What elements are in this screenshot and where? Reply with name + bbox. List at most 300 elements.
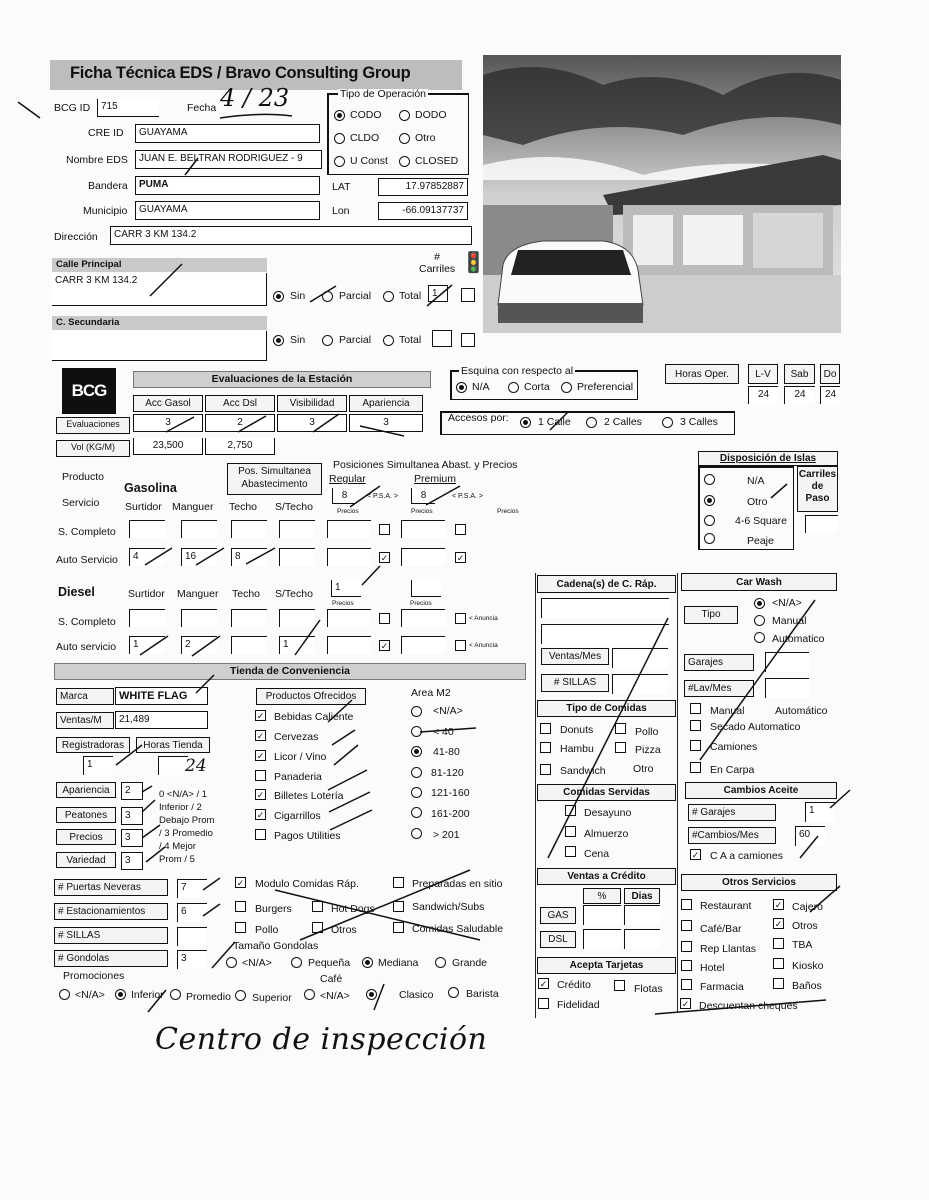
check-cena[interactable] bbox=[565, 846, 576, 857]
esquina-preferencial-label: Preferencial bbox=[577, 381, 634, 393]
dsl-pct-field[interactable] bbox=[583, 929, 621, 949]
horas-sab-field[interactable]: 24 bbox=[784, 386, 815, 404]
auto-premium-precio[interactable] bbox=[401, 548, 445, 566]
radio-islas-peaje[interactable] bbox=[704, 533, 715, 544]
check-en-carpa[interactable] bbox=[690, 762, 701, 773]
cafe-clasico-label: Clasico bbox=[399, 989, 434, 1001]
d-auto-regular[interactable] bbox=[327, 636, 371, 654]
check-modulo-comidas[interactable]: ✓ bbox=[236, 878, 245, 888]
cadena-field-1[interactable] bbox=[541, 598, 669, 618]
auto-regular-precio[interactable] bbox=[327, 548, 371, 566]
check-desayuno[interactable] bbox=[565, 805, 576, 816]
radio-cafe-barista[interactable] bbox=[448, 987, 459, 998]
sillas-label: # SILLAS bbox=[541, 674, 609, 692]
radio-tam-na[interactable] bbox=[226, 957, 237, 968]
check-credito[interactable]: ✓ bbox=[539, 979, 548, 989]
variedad-field[interactable]: 3 bbox=[121, 852, 143, 870]
cafe-bar-label: Café/Bar bbox=[700, 923, 742, 935]
accesos-2-calles-label: 2 Calles bbox=[604, 416, 642, 428]
d-s-completo-regular[interactable] bbox=[327, 609, 371, 627]
premium-psa-field[interactable]: 8 bbox=[411, 488, 435, 504]
check-kiosko[interactable] bbox=[773, 958, 784, 969]
car-wash-tipo-label: Tipo bbox=[684, 606, 738, 624]
radio-tam-mediana[interactable] bbox=[362, 957, 373, 968]
auto-manguer[interactable]: 16 bbox=[181, 548, 217, 566]
s-completo-regular-precio[interactable] bbox=[327, 520, 371, 538]
d-precios-label-1: Precios bbox=[332, 600, 354, 607]
marca-label: Marca bbox=[56, 688, 114, 705]
principal-parcial-label: Parcial bbox=[339, 290, 372, 302]
horas-tienda-hand: 24 bbox=[185, 756, 207, 776]
horas-sab-header: Sab bbox=[784, 364, 815, 384]
calle-secundaria-field[interactable] bbox=[52, 331, 267, 361]
gondolas-field[interactable]: 3 bbox=[177, 950, 207, 969]
radio-cldo[interactable] bbox=[334, 133, 345, 144]
radio-esquina-corta[interactable] bbox=[508, 382, 519, 393]
check-cervezas[interactable]: ✓ bbox=[256, 731, 265, 741]
estacionamientos-label: # Estacionamientos bbox=[54, 903, 168, 920]
municipio-field[interactable]: GUAYAMA bbox=[135, 201, 320, 220]
cw-automatico-label: Automático bbox=[775, 705, 828, 717]
radio-codo[interactable] bbox=[334, 110, 345, 121]
credito-pct-header: % bbox=[583, 888, 621, 904]
check-burgers[interactable] bbox=[235, 901, 246, 912]
horas-do-field[interactable]: 24 bbox=[820, 386, 840, 404]
check-rep-llantas[interactable] bbox=[681, 941, 692, 952]
col-manguer: Manguer bbox=[172, 501, 214, 513]
carwash-automatico-label: Automatico bbox=[772, 633, 825, 645]
traffic-light-icon: 🚦 bbox=[461, 252, 486, 274]
desayuno-label: Desayuno bbox=[584, 807, 632, 819]
tam-na-label: <N/A> bbox=[242, 957, 272, 969]
radio-cafe-na[interactable] bbox=[304, 989, 315, 1000]
otros-tienda-label: Otros bbox=[331, 924, 357, 936]
lon-label: Lon bbox=[332, 205, 350, 217]
check-hot-dogs[interactable] bbox=[312, 901, 323, 912]
fecha-label: Fecha bbox=[187, 102, 217, 114]
lat-label: LAT bbox=[332, 181, 351, 193]
radio-area-81-120[interactable] bbox=[411, 767, 422, 778]
check-descuentan[interactable]: ✓ bbox=[681, 999, 690, 1009]
bandera-field[interactable]: PUMA bbox=[135, 176, 320, 195]
d-s-completo-manguer[interactable] bbox=[181, 609, 217, 627]
d-auto-servicio-label: Auto servicio bbox=[56, 641, 117, 653]
cadena-title: Cadena(s) de C. Ráp. bbox=[537, 575, 676, 593]
farmacia-label: Farmacia bbox=[700, 981, 744, 993]
col-apariencia: Apariencia bbox=[349, 395, 423, 412]
aceite-cambios-label: #Cambios/Mes bbox=[688, 827, 776, 844]
radio-area-40[interactable] bbox=[411, 726, 422, 737]
radio-area-na[interactable] bbox=[411, 706, 422, 717]
tba-label: TBA bbox=[792, 939, 813, 951]
carriles-paso-field[interactable] bbox=[805, 515, 838, 533]
d-auto-surtidor[interactable]: 1 bbox=[129, 636, 165, 654]
scale-2: Debajo Prom bbox=[159, 815, 215, 826]
radio-secundaria-sin[interactable] bbox=[273, 335, 284, 346]
d-auto-regular-check[interactable]: ✓ bbox=[380, 641, 389, 651]
area-161-200-label: 161-200 bbox=[431, 808, 470, 820]
auto-servicio-label: Auto Servicio bbox=[56, 554, 118, 566]
rep-llantas-label: Rep Llantas bbox=[700, 943, 757, 955]
ventas-mes-label: Ventas/Mes bbox=[541, 648, 609, 665]
esquina-na-label: N/A bbox=[472, 381, 490, 393]
saludable-label: Comidas Saludable bbox=[412, 923, 504, 935]
gas-label: GAS bbox=[540, 907, 576, 924]
check-cw-manual[interactable] bbox=[690, 703, 701, 714]
col-acc-dsl: Acc Dsl bbox=[205, 395, 275, 412]
servicio-label: Servicio bbox=[62, 497, 100, 509]
productos-ofrecidos-title: Productos Ofrecidos bbox=[256, 688, 366, 705]
radio-promo-superior[interactable] bbox=[235, 990, 246, 1001]
banos-label: Baños bbox=[792, 980, 822, 992]
lon-field[interactable]: -66.09137737 bbox=[378, 202, 468, 220]
direccion-label: Dirección bbox=[54, 231, 98, 243]
hambu-label: Hambu bbox=[560, 743, 594, 755]
precios-label-2: Precios bbox=[411, 508, 433, 515]
tam-grande-label: Grande bbox=[452, 957, 488, 969]
cadena-panel-border bbox=[535, 573, 536, 1018]
principal-sin-label: Sin bbox=[290, 290, 306, 302]
radio-1-calle[interactable] bbox=[520, 417, 531, 428]
aceite-cambios-field[interactable]: 60 bbox=[795, 826, 825, 846]
d-col-s-techo: S/Techo bbox=[275, 588, 313, 600]
cw-manual-label: Manual bbox=[710, 705, 745, 717]
restaurant-label: Restaurant bbox=[700, 900, 752, 912]
flotas-label: Flotas bbox=[634, 983, 663, 995]
radio-promo-inferior[interactable] bbox=[115, 989, 126, 1000]
camiones-label: Camiones bbox=[710, 741, 758, 753]
check-billetes[interactable]: ✓ bbox=[256, 790, 265, 800]
islas-otro-label: Otro bbox=[747, 496, 768, 508]
pollo-label: Pollo bbox=[635, 726, 659, 738]
check-tba[interactable] bbox=[773, 938, 784, 949]
garajes-field[interactable] bbox=[765, 652, 809, 672]
principal-total-label: Total bbox=[399, 290, 422, 302]
pagos-label: Pagos Utilities bbox=[274, 830, 341, 842]
producto-label: Producto bbox=[62, 471, 105, 483]
radio-esquina-preferencial[interactable] bbox=[561, 382, 572, 393]
check-preparadas[interactable] bbox=[393, 877, 404, 888]
d-col-techo: Techo bbox=[232, 588, 261, 600]
promo-superior-label: Superior bbox=[252, 992, 292, 1004]
check-almuerzo[interactable] bbox=[565, 826, 576, 837]
d-s-completo-anuncia-check[interactable] bbox=[455, 613, 466, 624]
radio-cafe-clasico[interactable] bbox=[366, 989, 377, 1000]
check-saludable[interactable] bbox=[393, 922, 404, 933]
radio-carwash-manual[interactable] bbox=[754, 615, 765, 626]
vol-row-label: Vol (KG/M) bbox=[56, 440, 130, 457]
d-s-completo-s-techo[interactable] bbox=[279, 609, 315, 627]
check-pollo[interactable] bbox=[615, 723, 626, 734]
secundaria-parcial-label: Parcial bbox=[339, 334, 372, 346]
calle-principal-field[interactable]: CARR 3 KM 134.2 bbox=[52, 273, 267, 306]
vol-acc-gasol[interactable]: 23,500 bbox=[133, 438, 203, 455]
radio-principal-parcial[interactable] bbox=[322, 291, 333, 302]
vol-acc-dsl[interactable]: 2,750 bbox=[205, 438, 275, 455]
premium-label: Premium bbox=[414, 473, 457, 485]
radio-islas-otro[interactable] bbox=[704, 495, 715, 506]
check-licor[interactable]: ✓ bbox=[256, 751, 265, 761]
radio-promo-promedio[interactable] bbox=[170, 989, 181, 1000]
horas-do-header: Do bbox=[820, 364, 840, 384]
otros-servicios-title: Otros Servicios bbox=[681, 874, 837, 891]
eval-apariencia[interactable]: 3 bbox=[349, 414, 423, 432]
check-farmacia[interactable] bbox=[681, 979, 692, 990]
check-cajero[interactable]: ✓ bbox=[774, 900, 783, 910]
tienda-sillas-label: # SILLAS bbox=[54, 927, 168, 944]
d-auto-techo[interactable] bbox=[231, 636, 267, 654]
radio-area-121-160[interactable] bbox=[411, 787, 422, 798]
direccion-field[interactable]: CARR 3 KM 134.2 bbox=[110, 226, 472, 245]
horas-tienda-label: Horas Tienda bbox=[136, 737, 210, 753]
dodo-label: DODO bbox=[415, 109, 447, 121]
auto-surtidor[interactable]: 4 bbox=[129, 548, 165, 566]
sillas-field[interactable] bbox=[612, 674, 668, 694]
regular-psa-field[interactable]: 8 bbox=[332, 488, 356, 504]
peatones-field[interactable]: 3 bbox=[121, 807, 143, 825]
comidas-servidas-title: Comidas Servidas bbox=[537, 784, 676, 801]
promo-na-label: <N/A> bbox=[75, 989, 105, 1001]
kiosko-label: Kiosko bbox=[792, 960, 824, 972]
check-restaurant[interactable] bbox=[681, 899, 692, 910]
gas-pct-field[interactable] bbox=[583, 905, 621, 925]
auto-techo[interactable]: 8 bbox=[231, 548, 267, 566]
check-otros[interactable]: ✓ bbox=[774, 919, 783, 929]
gas-dias-field[interactable] bbox=[624, 905, 660, 925]
radio-dodo[interactable] bbox=[399, 110, 410, 121]
check-secado[interactable] bbox=[690, 720, 701, 731]
radio-2-calles[interactable] bbox=[586, 417, 597, 428]
radio-tam-pequena[interactable] bbox=[291, 957, 302, 968]
fecha-handwritten: 4 / 23 bbox=[220, 84, 290, 112]
diesel-regular-psa[interactable]: 1 bbox=[331, 580, 361, 597]
radio-islas-na[interactable] bbox=[704, 474, 715, 485]
eval-acc-dsl[interactable]: 2 bbox=[205, 414, 275, 432]
cadena-field-2[interactable] bbox=[541, 624, 669, 644]
tienda-sillas-field[interactable] bbox=[177, 927, 207, 946]
check-banos[interactable] bbox=[773, 978, 784, 989]
d-auto-anuncia-check[interactable] bbox=[455, 640, 466, 651]
radio-area-201[interactable] bbox=[411, 828, 422, 839]
check-hotel[interactable] bbox=[681, 960, 692, 971]
radio-secundaria-parcial[interactable] bbox=[322, 335, 333, 346]
s-completo-manguer[interactable] bbox=[181, 520, 217, 538]
otro-comida-label: Otro bbox=[633, 763, 654, 775]
check-panaderia[interactable] bbox=[255, 770, 266, 781]
credito-dias-header: Dias bbox=[624, 888, 660, 904]
auto-regular-check[interactable]: ✓ bbox=[380, 553, 389, 563]
check-donuts[interactable] bbox=[540, 723, 551, 734]
horas-tienda-field[interactable] bbox=[158, 756, 188, 775]
radio-islas-square[interactable] bbox=[704, 515, 715, 526]
variedad-label: Variedad bbox=[56, 852, 116, 868]
almuerzo-label: Almuerzo bbox=[584, 828, 629, 840]
radio-area-161-200[interactable] bbox=[411, 807, 422, 818]
d-s-completo-regular-check[interactable] bbox=[379, 613, 390, 624]
check-camiones[interactable] bbox=[690, 740, 701, 751]
check-cafe-bar[interactable] bbox=[681, 920, 692, 931]
area-201-label: > 201 bbox=[433, 829, 460, 841]
carriles-field-2[interactable] bbox=[461, 288, 475, 302]
ventas-m-label: Ventas/M bbox=[56, 712, 114, 729]
nombre-field[interactable]: JUAN E. BELTRAN RODRIGUEZ - 9 bbox=[135, 150, 322, 169]
radio-closed[interactable] bbox=[399, 156, 410, 167]
apariencia-label: Apariencia bbox=[56, 782, 116, 798]
pollo-tienda-label: Pollo bbox=[255, 924, 279, 936]
precios-label-1: Precios bbox=[337, 508, 359, 515]
radio-promo-na[interactable] bbox=[59, 989, 70, 1000]
radio-tam-grande[interactable] bbox=[435, 957, 446, 968]
auto-s-techo[interactable] bbox=[279, 548, 315, 566]
ventas-credito-title: Ventas a Crédito bbox=[537, 868, 676, 885]
en-carpa-label: En Carpa bbox=[710, 764, 755, 776]
acepta-tarjetas-title: Acepta Tarjetas bbox=[537, 957, 676, 974]
posiciones-title: Posiciones Simultanea Abast. y Precios bbox=[333, 459, 518, 471]
calle-secundaria-label: C. Secundaria bbox=[56, 317, 120, 328]
apariencia-field[interactable]: 2 bbox=[121, 782, 143, 800]
registradoras-label: Registradoras bbox=[56, 737, 130, 753]
horas-lv-field[interactable]: 24 bbox=[748, 386, 778, 404]
carwash-manual-label: Manual bbox=[772, 615, 807, 627]
d-auto-premium[interactable] bbox=[401, 636, 445, 654]
cafe-barista-label: Barista bbox=[466, 988, 499, 1000]
cajero-label: Cajero bbox=[792, 901, 823, 913]
secundaria-total-label: Total bbox=[399, 334, 422, 346]
tipo-operacion-title: Tipo de Operación bbox=[340, 88, 426, 100]
d-s-completo-premium[interactable] bbox=[401, 609, 445, 627]
aceite-garajes-field[interactable]: 1 bbox=[805, 802, 835, 822]
premium-psa-label: < P.S.A. > bbox=[452, 493, 484, 500]
s-completo-regular-check[interactable] bbox=[379, 524, 390, 535]
check-pagos[interactable] bbox=[255, 829, 266, 840]
radio-principal-sin[interactable] bbox=[273, 291, 284, 302]
check-sandwich-subs[interactable] bbox=[393, 901, 404, 912]
lat-field[interactable]: 17.97852887 bbox=[378, 178, 468, 196]
bcg-id-label: BCG ID bbox=[54, 102, 91, 114]
check-otros-tienda[interactable] bbox=[312, 922, 323, 933]
bebidas-label: Bebidas Caliente bbox=[274, 711, 354, 723]
s-completo-surtidor[interactable] bbox=[129, 520, 165, 538]
eval-visibilidad[interactable]: 3 bbox=[277, 414, 347, 432]
d-auto-s-techo[interactable]: 1 bbox=[279, 636, 315, 654]
auto-premium-check[interactable]: ✓ bbox=[456, 553, 465, 563]
calle-principal-label: Calle Principal bbox=[56, 259, 122, 270]
lav-mes-field[interactable] bbox=[765, 678, 809, 698]
col-acc-gasol: Acc Gasol bbox=[133, 395, 203, 412]
radio-esquina-na[interactable] bbox=[456, 382, 467, 393]
s-completo-s-techo[interactable] bbox=[279, 520, 315, 538]
check-sandwich[interactable] bbox=[540, 764, 551, 775]
s-completo-premium-check[interactable] bbox=[455, 524, 466, 535]
puertas-neveras-field[interactable]: 7 bbox=[177, 879, 207, 898]
peatones-label: Peatones bbox=[56, 807, 116, 823]
radio-otro[interactable] bbox=[399, 133, 410, 144]
check-ca-camiones[interactable]: ✓ bbox=[691, 850, 700, 860]
panaderia-label: Panaderia bbox=[274, 771, 322, 783]
tam-pequena-label: Pequeña bbox=[308, 957, 351, 969]
scale-1: Inferior / 2 bbox=[159, 802, 202, 813]
radio-carwash-na[interactable] bbox=[754, 598, 765, 609]
estacionamientos-field[interactable]: 6 bbox=[177, 903, 207, 922]
radio-secundaria-total[interactable] bbox=[383, 335, 394, 346]
carwash-na-label: <N/A> bbox=[772, 597, 802, 609]
cre-field[interactable]: GUAYAMA bbox=[135, 124, 320, 143]
check-pizza[interactable] bbox=[615, 742, 626, 753]
s-completo-premium-precio[interactable] bbox=[401, 520, 445, 538]
descuentan-label: Descuentan cheques bbox=[699, 1000, 798, 1012]
carriles-label: # Carriles bbox=[419, 251, 456, 275]
secundaria-carriles-field[interactable] bbox=[432, 330, 452, 347]
secundaria-sin-label: Sin bbox=[290, 334, 306, 346]
puertas-neveras-label: # Puertas Neveras bbox=[54, 879, 168, 896]
marca-field[interactable]: WHITE FLAG bbox=[115, 687, 208, 705]
carriles-field[interactable]: 1 bbox=[428, 285, 448, 302]
radio-3-calles[interactable] bbox=[662, 417, 673, 428]
sandwich-label: Sandwich bbox=[560, 765, 606, 777]
check-hambu[interactable] bbox=[540, 742, 551, 753]
check-fidelidad[interactable] bbox=[538, 998, 549, 1009]
cafe-label: Café bbox=[320, 973, 343, 985]
tam-mediana-label: Mediana bbox=[378, 957, 419, 969]
dsl-dias-field[interactable] bbox=[624, 929, 660, 949]
pizza-label: Pizza bbox=[635, 744, 661, 756]
check-cigarrillos[interactable]: ✓ bbox=[256, 810, 265, 820]
area-40-label: < 40 bbox=[433, 726, 454, 738]
d-auto-manguer[interactable]: 2 bbox=[181, 636, 217, 654]
radio-carwash-automatico[interactable] bbox=[754, 632, 765, 643]
dsl-label: DSL bbox=[540, 931, 576, 948]
nombre-label: Nombre EDS bbox=[66, 154, 128, 166]
ventas-m-field[interactable]: 21,489 bbox=[115, 711, 208, 729]
islas-title: Disposición de Islas bbox=[698, 451, 838, 466]
aceite-garajes-label: # Garajes bbox=[688, 804, 776, 821]
evaluaciones-title: Evaluaciones de la Estación bbox=[133, 371, 431, 388]
esquina-label: Esquina con respecto al bbox=[461, 365, 574, 377]
check-bebidas[interactable]: ✓ bbox=[256, 711, 265, 721]
radio-area-41-80[interactable] bbox=[411, 746, 422, 757]
regular-psa-label: < P.S.A. > bbox=[367, 493, 399, 500]
registradoras-field[interactable]: 1 bbox=[83, 756, 113, 775]
check-pollo-tienda[interactable] bbox=[235, 922, 246, 933]
radio-u-const[interactable] bbox=[334, 156, 345, 167]
ventas-mes-field[interactable] bbox=[612, 648, 668, 668]
eval-acc-gasol[interactable]: 3 bbox=[133, 414, 203, 432]
precios-field[interactable]: 3 bbox=[121, 829, 143, 847]
municipio-label: Municipio bbox=[83, 205, 128, 217]
billetes-label: Billetes Lotería bbox=[274, 790, 344, 802]
burgers-label: Burgers bbox=[255, 903, 292, 915]
bcg-id-field[interactable]: 715 bbox=[97, 99, 159, 117]
col-s-techo: S/Techo bbox=[275, 501, 313, 513]
s-completo-techo[interactable] bbox=[231, 520, 267, 538]
radio-principal-total[interactable] bbox=[383, 291, 394, 302]
s-completo-label: S. Completo bbox=[58, 526, 116, 538]
otros-label: Otros bbox=[792, 920, 818, 932]
islas-square-label: 4-6 Square bbox=[735, 515, 787, 527]
pos-simultanea-label: Pos. Simultanea Abastecimento bbox=[227, 463, 322, 495]
check-flotas[interactable] bbox=[614, 980, 625, 991]
diesel-premium-psa[interactable] bbox=[411, 580, 441, 597]
accesos-3-calles-label: 3 Calles bbox=[680, 416, 718, 428]
cervezas-label: Cervezas bbox=[274, 731, 319, 743]
tipo-comidas-title: Tipo de Comidas bbox=[537, 700, 676, 717]
d-s-completo-techo[interactable] bbox=[231, 609, 267, 627]
secundaria-carriles-field-2[interactable] bbox=[461, 333, 475, 347]
d-s-completo-surtidor[interactable] bbox=[129, 609, 165, 627]
area-41-80-label: 41-80 bbox=[433, 746, 460, 758]
area-na-label: <N/A> bbox=[433, 705, 463, 717]
cadena-panel-border-right bbox=[677, 573, 678, 1013]
